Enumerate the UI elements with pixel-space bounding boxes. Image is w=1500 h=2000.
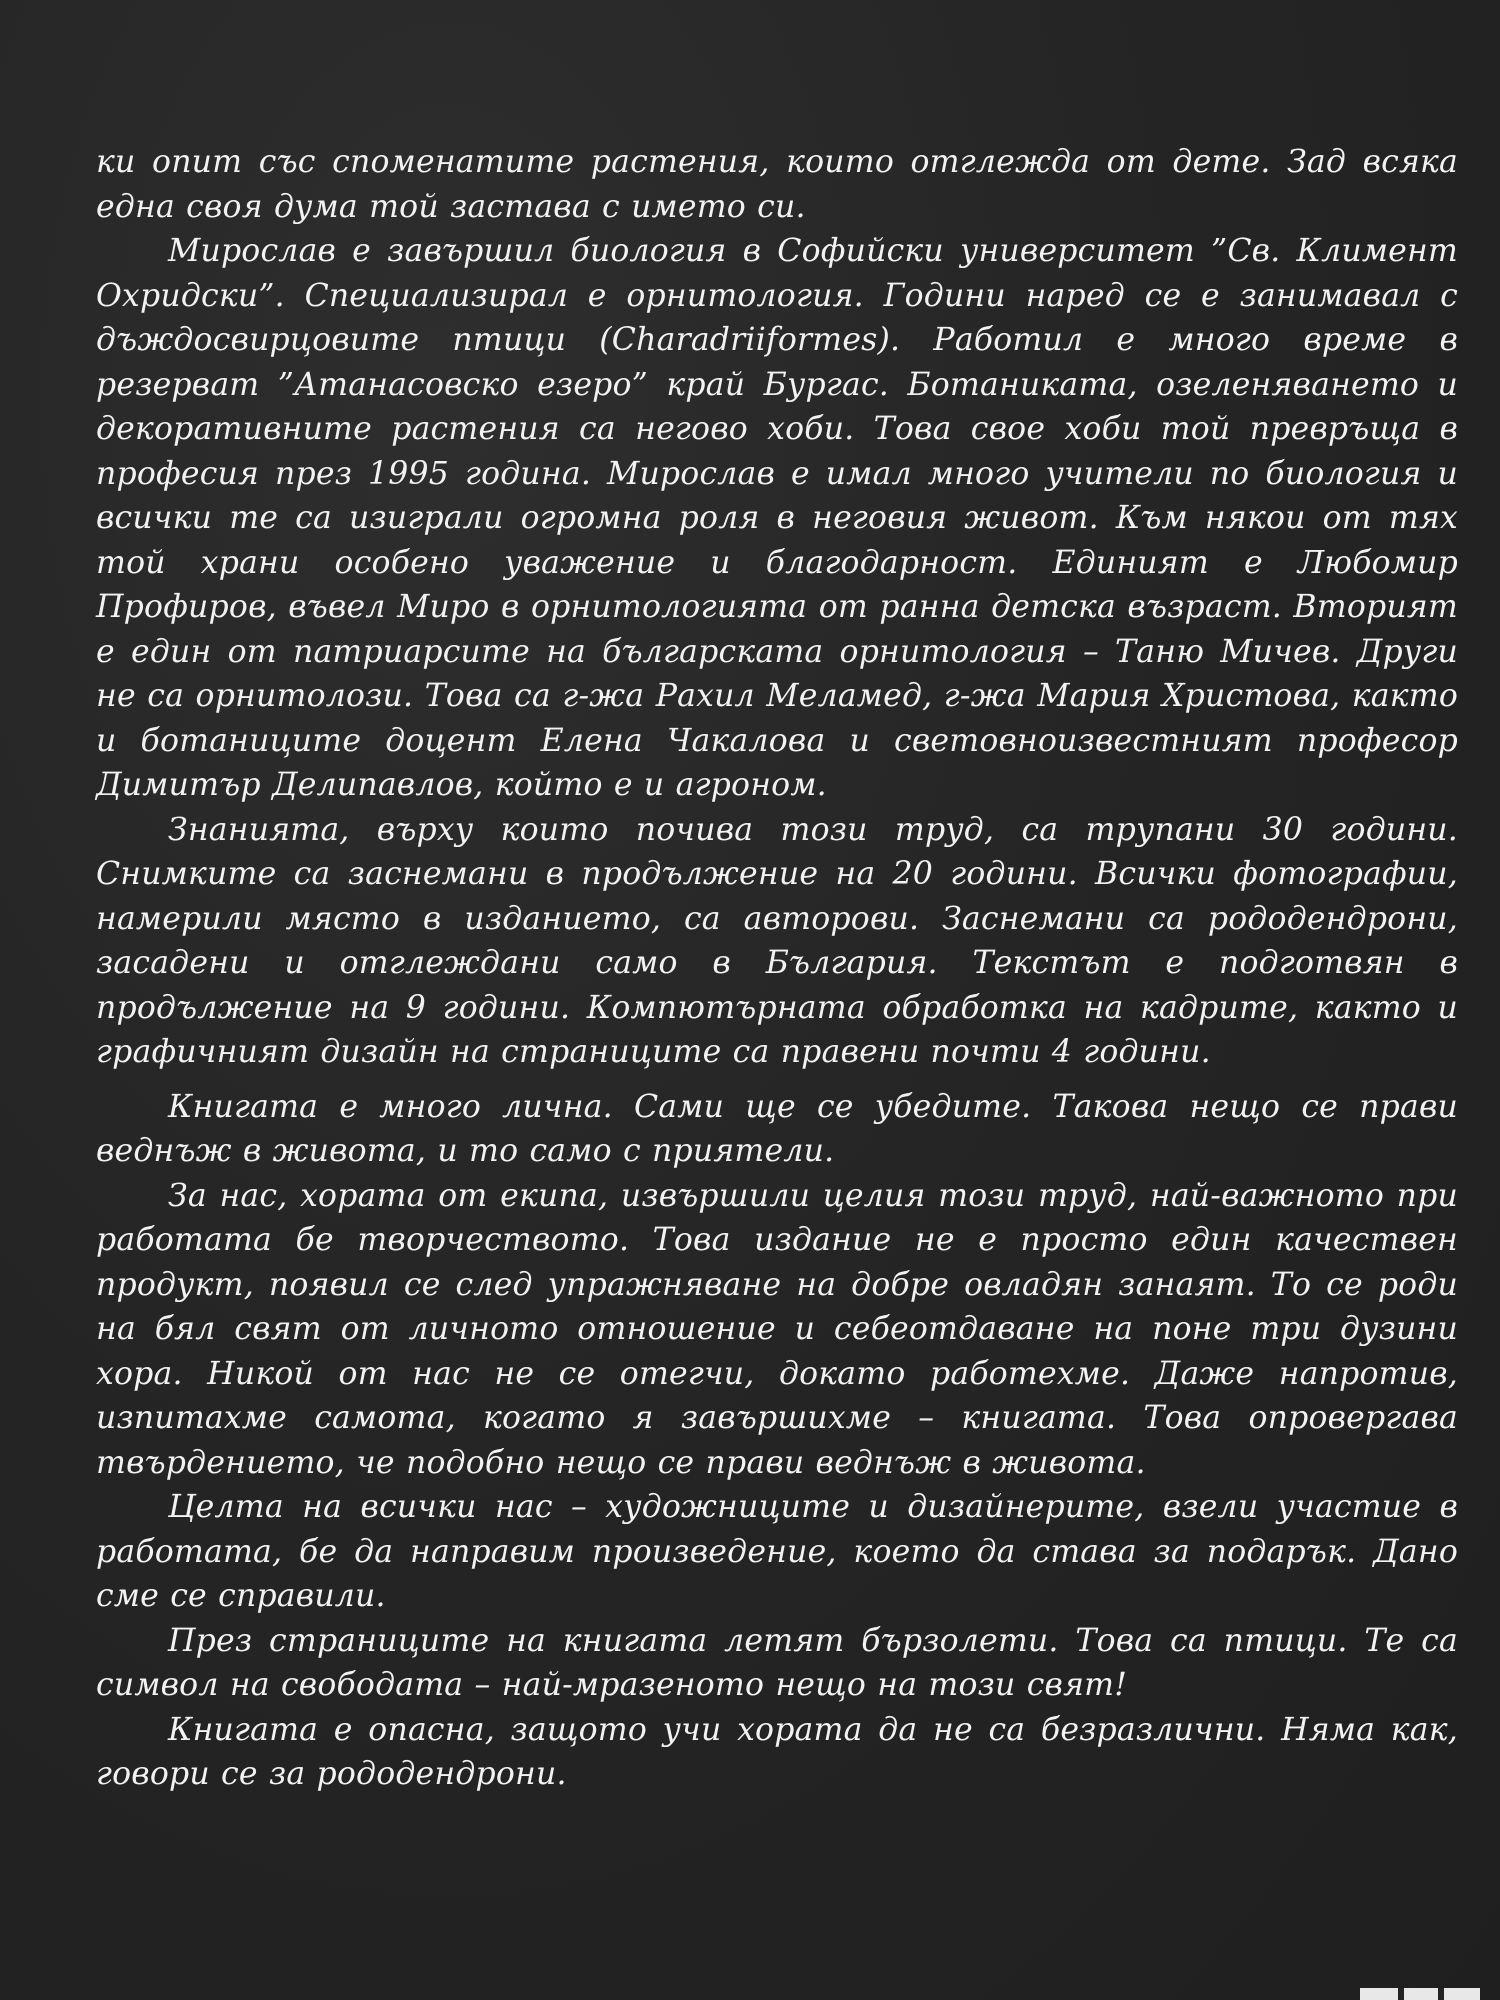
paragraph-3: Знанията, върху които почива този труд, са трупани 30 години. Снимките са заснемани в продължение на 20 години. Всички фотографии, намерили място в изданието, са авторови. Заснемани са рододендрони, засадени и отглеждани само в България. Текстът е подготвян в продължение на 9 години. Компютърната обработка на кадрите, както и графичният дизайн на страниците са правени почти 4 години. bbox=[96, 811, 1458, 1070]
paragraph-7: През страниците на книгата летят бързолети. Това са птици. Те са символ на свободата – най-мразеното нещо на този свят! bbox=[96, 1622, 1458, 1703]
paragraph-4: Книгата е много лична. Сами ще се убедите. Такова нещо се прави веднъж в живота, и то само с приятели. bbox=[96, 1088, 1458, 1169]
paragraph-2: Мирослав е завършил биология в Софийски университет ”Св. Климент Охридски”. Специализирал е орнитология. Години наред се е занимавал с дъждосвирцовите птици (Charadriiformes). Работил е много време в резерват ”Атанасовско езеро” край Бургас. Ботаниката, озеленяването и декоративните растения са негово хоби. Това свое хоби той превръща в професия през 1995 година. Мирослав е имал много учители по биология и всички те са изиграли огромна роля в неговия живот. Към някои от тях той храни особено уважение и благодарност. Единият е Любомир Профиров, въвел Миро в орнитологията от ранна детска възраст. Вторият е един от патриарсите на българската орнитология – Таню Мичев. Други не са орнитолози. Това са г-жа Рахил Меламед, г-жа Мария Христова, както и ботаниците доцент Елена Чакалова и световноизвестният професор Димитър Делипавлов, който е и агроном. bbox=[96, 233, 1458, 803]
paragraph-6: Целта на всички нас – художниците и дизайнерите, взели участие в работата, бе да направим произведение, което да става за подарък. Дано сме се справили. bbox=[96, 1489, 1458, 1614]
page-edge-mark bbox=[1360, 1988, 1480, 2000]
body-text bbox=[96, 140, 1458, 1797]
paragraph-1: ки опит със споменатите растения, които отглежда от дете. Зад всяка една своя дума той застава с името си. bbox=[96, 144, 1458, 225]
paragraph-8: Книгата е опасна, защото учи хората да не са безразлични. Няма как, говори се за рододендрони. bbox=[96, 1711, 1458, 1792]
paragraph-5: За нас, хората от екипа, извършили целия този труд, най-важното при работата бе творчеството. Това издание не е просто един качествен продукт, появил се след упражняване на добре овладян занаят. То се роди на бял свят от личното отношение и себеотдаване на поне три дузини хора. Никой от нас не се отегчи, докато работехме. Даже напротив, изпитахме самота, когато я завършихме – книгата. Това опровергава твърдението, че подобно нещо се прави веднъж в живота. bbox=[96, 1177, 1458, 1481]
